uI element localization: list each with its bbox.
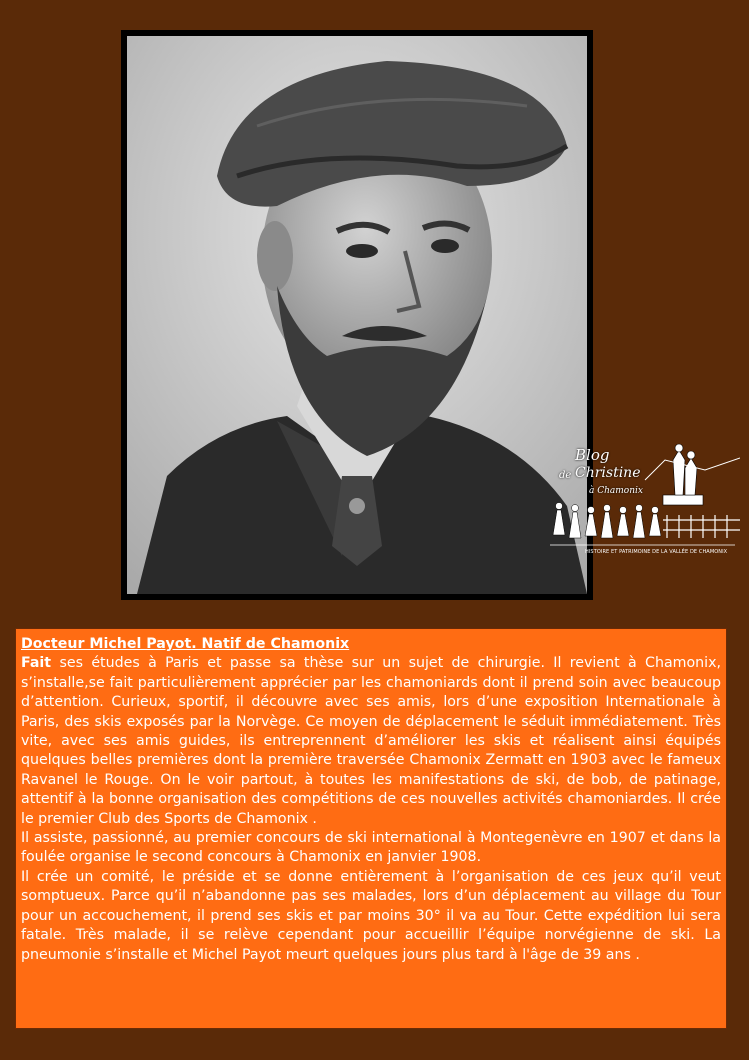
article-paragraph-1-text: ses études à Paris et passe sa thèse sur un sujet de chirurgie. Il revient à Chamonix, s’installe,se fait particulièrement apprécier par les chamoniards dont il prend soin avec beaucoup d’attention. Curieux, sportif, il découvre avec ses amis, lors d’une exposition Internationale à Paris, des skis exposés par la Norvège. Ce moyen de déplacement le séduit immédiatement. Très vite, avec ses amis guides, ils entreprennent d’améliorer les skis et réalisent ainsi équipés quelques belles premières dont la première traversée Chamonix Zermatt en 1903 avec le fameux Ravanel le Rouge. On le voir partout, à toutes les manifestations de ski, de bob, de patinage, attentif à la bonne organisation des compétitions de ces nouvelles activités chamoniardes. Il crée le premier Club des Sports de Chamonix .	[21, 655, 721, 827]
portrait-photo	[127, 36, 587, 594]
article-first-word: Fait	[21, 655, 52, 672]
portrait-illustration	[127, 36, 587, 594]
article-body	[21, 654, 721, 965]
biography-text-box	[15, 628, 727, 1029]
watermark-de-text: de	[559, 470, 572, 481]
article-paragraph-2: Il assiste, passionné, au premier concours de ski international à Montegenèvre en 1907 et dans la foulée organise le second concours à Chamonix en janvier 1908.	[21, 830, 721, 866]
article-title: Docteur Michel Payot. Natif de Chamonix	[21, 636, 350, 652]
portrait-photo-frame	[121, 30, 593, 600]
watermark-blog-text: Blog	[575, 446, 610, 464]
watermark-chamonix-text: à Chamonix	[589, 486, 643, 496]
watermark-tagline: HISTOIRE ET PATRIMOINE DE LA VALLÉE DE CHAMONIX	[585, 549, 728, 555]
article-paragraph-3: Il crée un comité, le préside et se donne entièrement à l’organisation de ces jeux qu’il veut somptueux. Parce qu’il n’abandonne pas ses malades, lors d’un déplacement au village du Tour pour un accouchement, il prend ses skis et par moins 30° il va au Tour. Cette expédition lui sera fatale. Très malade, il se relève cependant pour accueillir l’équipe norvégienne de ski. La pneumonie s’installe et Michel Payot meurt quelques jours plus tard à l'âge de 39 ans .	[21, 868, 721, 963]
watermark-christine-text: Christine	[575, 465, 641, 481]
article-paragraph-1	[21, 654, 721, 829]
blog-watermark-logo	[545, 440, 740, 560]
